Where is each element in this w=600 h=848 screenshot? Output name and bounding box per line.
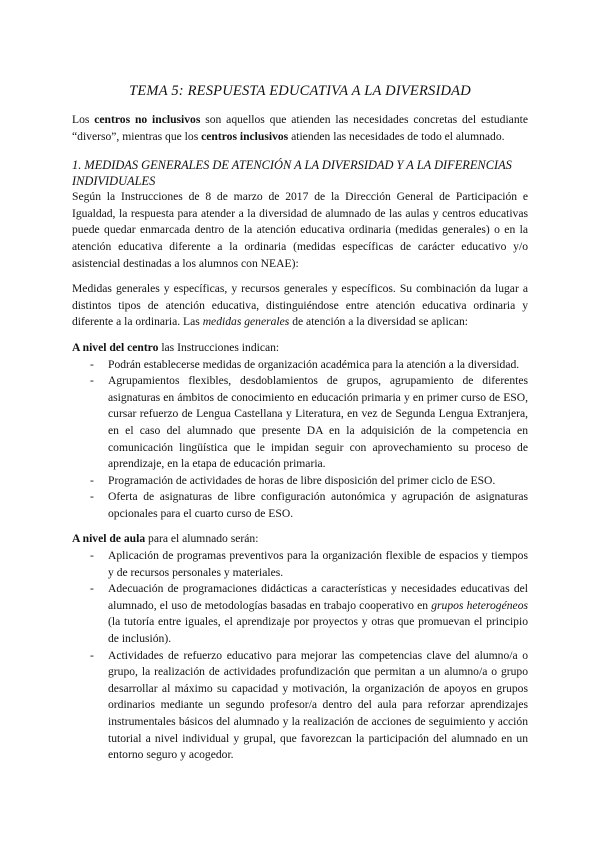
centro-lead-text: las Instrucciones indican: <box>158 340 280 354</box>
list-item-text: Adecuación de programaciones didácticas a características y necesidades educativas del alumnado, el uso de metodologías basadas en trabajo cooperativo en <box>108 582 528 612</box>
list-item <box>72 548 528 581</box>
aula-lead <box>72 531 528 548</box>
list-item-text: Aplicación de programas preventivos para la organización flexible de espacios y tiempos y de recursos personales y materiales. <box>108 549 528 579</box>
para2-text-1: Medidas generales y específicas, y recursos generales y específicos. Su combinación da lugar a distintos tipos de atención educativa, distinguiéndose entre atención educativa ordinaria y diferente a la ordinaria. Las <box>72 282 528 329</box>
list-item <box>72 648 528 764</box>
section-paragraph-1: Según la Instrucciones de 8 de marzo de 2017 de la Dirección General de Participación e Igualdad, la respuesta para atender a la diversidad de alumnado de las aulas y centros educativas puede quedar enmarcada dentro de la atención educativa ordinaria (medidas generales) o en la atención educativa diferente a la ordinaria (medidas específicas de carácter educativo y/o asistencial destinadas a los alumnos con NEAE): <box>72 190 528 270</box>
bullet-dash: - <box>90 490 94 504</box>
intro-text-3: atienden las necesidades de todo el alumnado. <box>288 129 505 143</box>
list-item <box>72 373 528 473</box>
bullet-dash: - <box>90 549 94 563</box>
section-paragraph-2 <box>72 281 528 331</box>
list-item-text: Podrán establecerse medidas de organización académica para la atención a la diversidad. <box>108 357 520 371</box>
list-item-text: Oferta de asignaturas de libre configuración autonómica y agrupación de asignaturas opcionales para el cuarto curso de ESO. <box>108 490 528 520</box>
para2-text-2: de atención a la diversidad se aplican: <box>289 315 468 329</box>
bullet-dash: - <box>90 648 94 662</box>
list-item <box>72 489 528 522</box>
intro-bold-1: centros no inclusivos <box>94 113 201 126</box>
bullet-dash: - <box>90 473 94 487</box>
aula-list <box>72 548 528 764</box>
list-item <box>72 581 528 647</box>
list-item <box>72 473 528 490</box>
bullet-dash: - <box>90 582 94 596</box>
section-heading: 1. MEDIDAS GENERALES DE ATENCIÓN A LA DIVERSIDAD Y A LA DIFERENCIAS INDIVIDUALES <box>72 158 512 189</box>
list-item-text: (la tutoría entre iguales, el aprendizaje por proyectos y otras que promuevan el principio de inclusión). <box>108 615 528 646</box>
document-page <box>72 82 528 764</box>
list-item-italic: grupos heterogéneos <box>431 598 528 612</box>
centro-lead-bold: A nivel del centro <box>72 340 159 354</box>
aula-lead-bold: A nivel de aula <box>72 532 146 546</box>
list-item-text: Actividades de refuerzo educativo para mejorar las competencias clave del alumno/a o grupo, la realización de actividades profundización que permitan a un alumno/a o grupo desarrollar al máximo su capacidad y motivación, la organización de apoyos en grupos ordinarios mediante un segundo profesor/a dentro del aula para reforzar aprendizajes instrumentales básicos del alumnado y la realización de acciones de seguimiento y acción tutorial a nivel individual y grupal, que favorezcan la participación del alumnado en un entorno seguro y acogedor. <box>108 648 528 762</box>
list-item-text: Agrupamientos flexibles, desdoblamientos de grupos, agrupamiento de diferentes asignaturas en ámbitos de conocimiento en educación primaria y en primer curso de ESO, cursar refuerzo de Lengua Castellana y Literatura, en vez de Segunda Lengua Extranjera, en el caso del alumnado que presente DA en la adquisición de la competencia en comunicación lingüística que le impidan seguir con aprovechamiento su proceso de aprendizaje, en la etapa de educación primaria. <box>108 374 528 471</box>
centro-lead <box>72 340 528 357</box>
bullet-dash: - <box>90 374 94 388</box>
list-item <box>72 357 528 374</box>
intro-text-1: Los <box>72 113 95 126</box>
list-item-text: Programación de actividades de horas de libre disposición del primer ciclo de ESO. <box>108 473 496 487</box>
intro-text-2: son aquellos que atienden las necesidades concretas del estudiante “diverso”, mientras que los <box>72 113 528 143</box>
centro-list <box>72 357 528 523</box>
document-title: TEMA 5: RESPUESTA EDUCATIVA A LA DIVERSIDAD <box>129 83 471 99</box>
bullet-dash: - <box>90 357 94 371</box>
intro-paragraph <box>72 112 528 145</box>
intro-bold-2: centros inclusivos <box>201 129 289 143</box>
para2-italic: medidas generales <box>202 315 290 329</box>
aula-lead-text: para el alumnado serán: <box>145 532 259 546</box>
